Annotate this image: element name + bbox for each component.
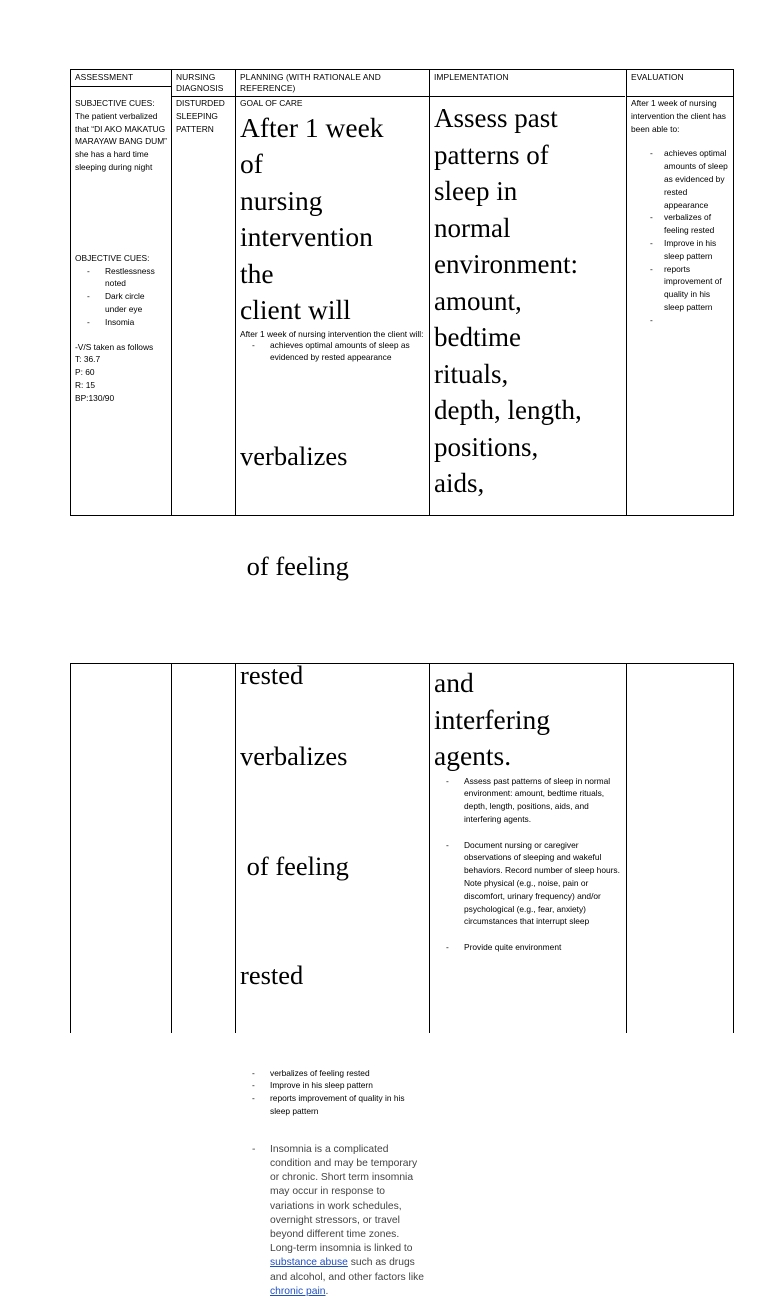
planning-big-line: verbalizes [240, 441, 348, 472]
objective-cues-label: OBJECTIVE CUES: [75, 252, 150, 263]
planning-big-line: nursing [240, 184, 323, 216]
insomnia-text: such as drugs and alcohol, and other factors like [270, 1257, 424, 1283]
evaluation-item: - reports improvement of quality in his sleep pattern [631, 263, 731, 314]
column-divider [171, 70, 172, 515]
diagnosis-cell: DISTURDED SLEEPING PATTERN [176, 98, 225, 134]
objective-cue-item: - Restlessness noted [75, 265, 167, 291]
planning-small-item: - achieves optimal amounts of sleep as evidenced by rested appearance [240, 340, 425, 363]
planning-big-line: of feeling [240, 850, 349, 881]
insomnia-text: Insomnia is a complicated condition and may be temporary or chronic. Short term insomnia may occur in response to variations in work schedules, overnight stressors, or travel beyond different time zones. Long-term insomnia is linked to [270, 1143, 418, 1255]
implementation-big-line: bedtime [434, 322, 521, 352]
planning-big-line: rested [240, 960, 304, 990]
care-plan-table-2 [70, 663, 734, 1297]
subjective-cues-text: The patient verbalized that “DI AKO MAKATUG MARAYAW BANG DUM” she has a hard time sleeping during night [75, 110, 167, 172]
planning-cell-continued [236, 664, 429, 1300]
insomnia-rationale [240, 1143, 425, 1299]
column-divider [171, 664, 172, 1033]
planning-item: - reports improvement of quality in his sleep pattern [240, 1092, 425, 1118]
implementation-big-line: Assess past [434, 103, 558, 133]
evaluation-item: - Improve in his sleep pattern [631, 237, 731, 263]
implementation-big-line: interfering [434, 703, 551, 735]
implementation-big-line: normal [434, 212, 511, 243]
planning-big-line: the [240, 257, 274, 289]
planning-item: - Improve in his sleep pattern [240, 1079, 425, 1092]
header-evaluation: EVALUATION [631, 72, 684, 82]
subjective-cues-label: SUBJECTIVE CUES: [75, 98, 155, 108]
objective-cue-item: - Dark circle under eye [75, 290, 167, 316]
evaluation-cell [627, 96, 735, 328]
implementation-item: - Assess past patterns of sleep in normal environment: amount, bedtime rituals, depth, length, positions, aids, and interfering agents. [434, 775, 622, 826]
care-plan-table-1 [70, 69, 734, 691]
implementation-big-line: agents. [434, 740, 512, 771]
header-assessment: ASSESSMENT [75, 72, 134, 82]
implementation-big-line: rituals, [434, 358, 509, 389]
vital-sign-resp: R: 15 [75, 379, 96, 390]
objective-cue-item: - Insomia [75, 316, 167, 329]
column-divider [626, 664, 627, 1033]
evaluation-item [631, 314, 731, 327]
implementation-big-line: sleep in [434, 176, 518, 206]
evaluation-item: - verbalizes of feeling rested [631, 211, 731, 237]
vital-sign-pulse: P: 60 [75, 367, 95, 378]
implementation-big-line: aids, [434, 468, 485, 498]
insomnia-text: . [325, 1285, 329, 1297]
vital-sign-temp: T: 36.7 [75, 354, 101, 365]
implementation-big-line: and [434, 667, 474, 698]
assessment-cell [71, 96, 171, 406]
implementation-big-line: environment: [434, 249, 578, 279]
implementation-big-line: positions, [434, 431, 539, 462]
header-implementation: IMPLEMENTATION [434, 72, 509, 82]
planning-big-line: verbalizes [240, 741, 348, 771]
planning-big-line: of [240, 148, 263, 180]
header-nursing-diagnosis: NURSING DIAGNOSIS [176, 72, 224, 93]
substance-abuse-link[interactable]: substance abuse [270, 1257, 348, 1269]
planning-big-line: After 1 week [240, 111, 384, 143]
implementation-cell-continued [430, 664, 626, 955]
planning-big-line: client will [240, 294, 351, 326]
vital-signs-label: -V/S taken as follows [75, 341, 154, 352]
implementation-big-line: patterns of [434, 139, 549, 170]
planning-item: - verbalizes of feeling rested [240, 1067, 425, 1080]
evaluation-intro: After 1 week of nursing intervention the client has been able to: [631, 98, 726, 134]
header-planning: PLANNING (WITH RATIONALE AND REFERENCE) [240, 72, 381, 93]
goal-of-care-label: GOAL OF CARE [240, 98, 303, 108]
implementation-item: - Provide quite environment [434, 941, 622, 954]
planning-big-line: intervention [240, 221, 373, 253]
implementation-big-line: amount, [434, 285, 522, 316]
planning-small-text: After 1 week of nursing intervention the client will: [240, 328, 424, 339]
header-divider [71, 86, 171, 87]
planning-big-line: of feeling [240, 550, 349, 581]
planning-big-line: rested [240, 660, 304, 691]
implementation-item: - Document nursing or caregiver observations of sleeping and wakeful behaviors. Record number of sleep hours. Note physical (e.g., noise, pain or discomfort, urinary frequency) and/or psychological (e.g., fear, anxiety) circumstances that interrupt sleep [434, 839, 622, 929]
evaluation-item: - achieves optimal amounts of sleep as evidenced by rested appearance [631, 147, 731, 211]
vital-sign-bp: BP:130/90 [75, 392, 115, 403]
implementation-cell [430, 96, 626, 503]
chronic-pain-link[interactable]: chronic pain [270, 1285, 326, 1297]
implementation-big-line: depth, length, [434, 395, 582, 425]
